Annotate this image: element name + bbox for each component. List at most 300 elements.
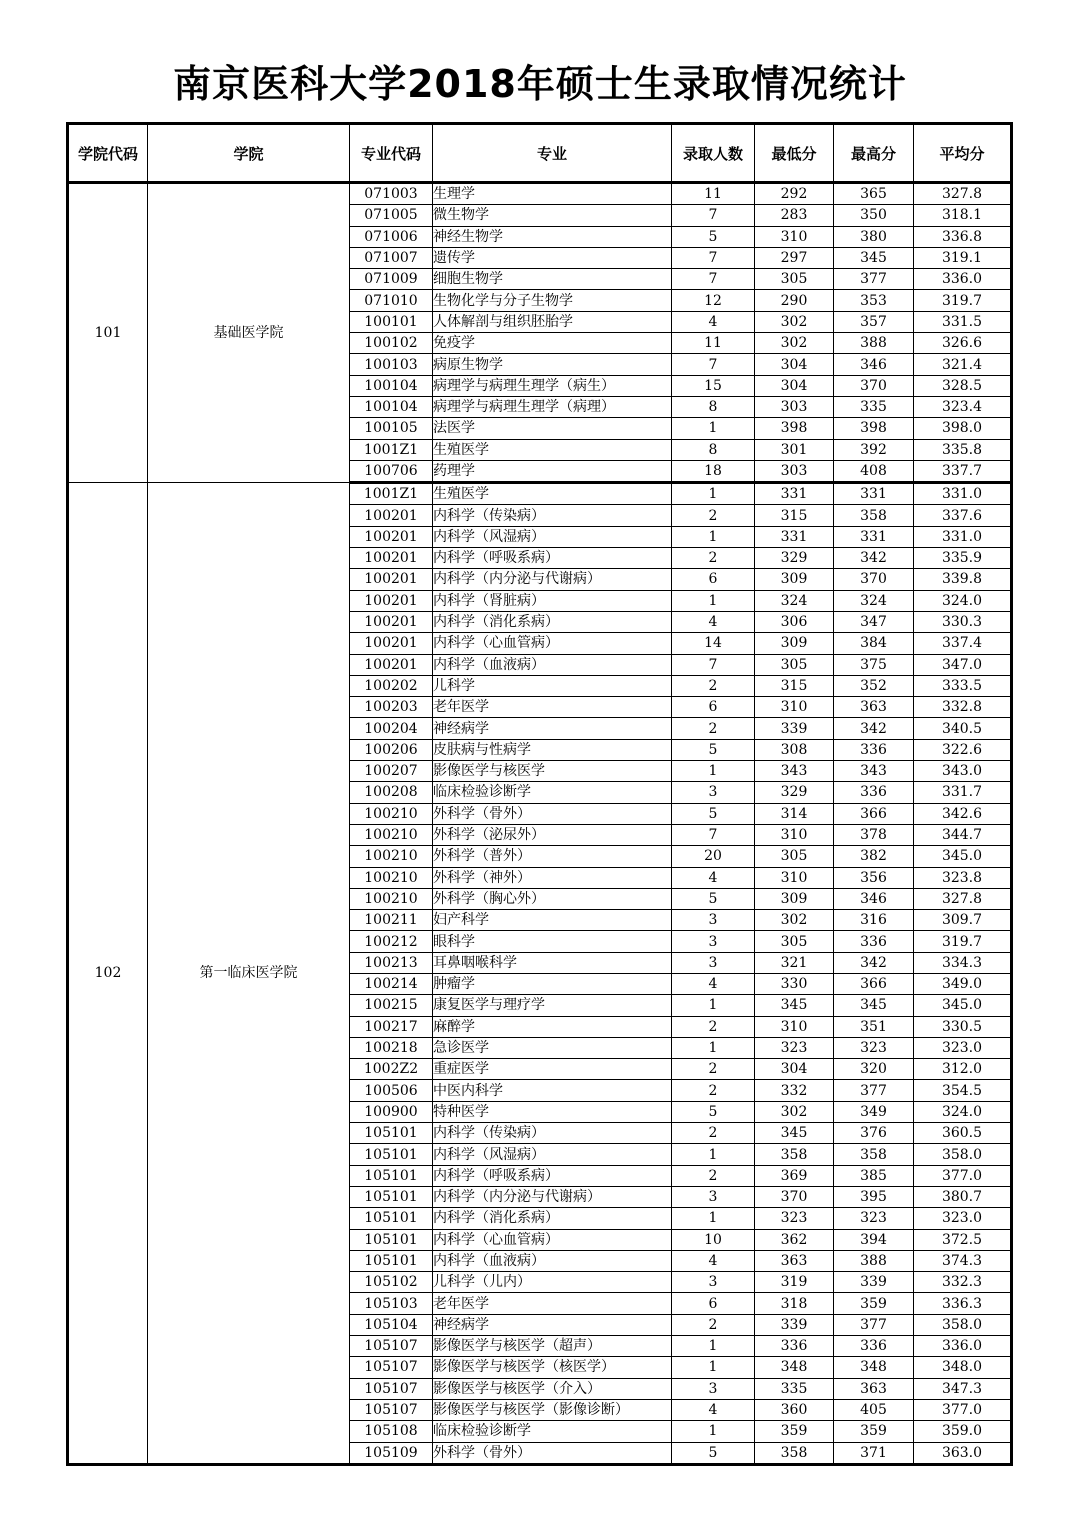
college-name-cell: 第一临床医学院 xyxy=(148,483,350,1465)
admitted-count-cell: 5 xyxy=(672,739,755,760)
max-score-cell: 363 xyxy=(834,1378,914,1399)
avg-score-cell: 328.5 xyxy=(914,375,1012,396)
admitted-count-cell: 2 xyxy=(672,1165,755,1186)
major-code-cell: 105101 xyxy=(350,1186,433,1207)
avg-score-cell: 347.0 xyxy=(914,654,1012,675)
major-code-cell: 100201 xyxy=(350,526,433,547)
major-name-cell: 儿科学 xyxy=(433,675,672,696)
min-score-cell: 370 xyxy=(755,1186,834,1207)
major-code-cell: 100211 xyxy=(350,910,433,931)
avg-score-cell: 323.4 xyxy=(914,396,1012,417)
avg-score-cell: 327.8 xyxy=(914,888,1012,909)
major-name-cell: 皮肤病与性病学 xyxy=(433,739,672,760)
avg-score-cell: 335.9 xyxy=(914,548,1012,569)
avg-score-cell: 377.0 xyxy=(914,1165,1012,1186)
avg-score-cell: 323.0 xyxy=(914,1037,1012,1058)
avg-score-cell: 359.0 xyxy=(914,1421,1012,1442)
max-score-cell: 380 xyxy=(834,226,914,247)
max-score-cell: 331 xyxy=(834,483,914,505)
max-score-cell: 331 xyxy=(834,526,914,547)
major-code-cell: 105107 xyxy=(350,1378,433,1399)
min-score-cell: 363 xyxy=(755,1250,834,1271)
max-score-cell: 323 xyxy=(834,1037,914,1058)
max-score-cell: 366 xyxy=(834,973,914,994)
max-score-cell: 336 xyxy=(834,739,914,760)
max-score-cell: 352 xyxy=(834,675,914,696)
major-name-cell: 生物化学与分子生物学 xyxy=(433,290,672,311)
major-code-cell: 100210 xyxy=(350,803,433,824)
avg-score-cell: 377.0 xyxy=(914,1399,1012,1420)
max-score-cell: 394 xyxy=(834,1229,914,1250)
min-score-cell: 305 xyxy=(755,846,834,867)
min-score-cell: 309 xyxy=(755,633,834,654)
max-score-cell: 395 xyxy=(834,1186,914,1207)
major-name-cell: 生殖医学 xyxy=(433,483,672,505)
admitted-count-cell: 4 xyxy=(672,867,755,888)
avg-score-cell: 333.5 xyxy=(914,675,1012,696)
min-score-cell: 303 xyxy=(755,460,834,482)
major-code-cell: 100201 xyxy=(350,590,433,611)
major-name-cell: 细胞生物学 xyxy=(433,269,672,290)
avg-score-cell: 336.0 xyxy=(914,1336,1012,1357)
max-score-cell: 366 xyxy=(834,803,914,824)
major-code-cell: 100218 xyxy=(350,1037,433,1058)
min-score-cell: 360 xyxy=(755,1399,834,1420)
major-name-cell: 法医学 xyxy=(433,418,672,439)
min-score-cell: 308 xyxy=(755,739,834,760)
admitted-count-cell: 4 xyxy=(672,311,755,332)
avg-score-cell: 331.0 xyxy=(914,483,1012,505)
min-score-cell: 310 xyxy=(755,867,834,888)
max-score-cell: 323 xyxy=(834,1208,914,1229)
major-name-cell: 重症医学 xyxy=(433,1059,672,1080)
min-score-cell: 318 xyxy=(755,1293,834,1314)
admitted-count-cell: 2 xyxy=(672,675,755,696)
admitted-count-cell: 4 xyxy=(672,1250,755,1271)
major-name-cell: 外科学（骨外） xyxy=(433,1442,672,1464)
admitted-count-cell: 10 xyxy=(672,1229,755,1250)
major-code-cell: 105101 xyxy=(350,1144,433,1165)
major-code-cell: 1001Z1 xyxy=(350,439,433,460)
min-score-cell: 290 xyxy=(755,290,834,311)
major-name-cell: 肿瘤学 xyxy=(433,973,672,994)
major-code-cell: 100101 xyxy=(350,311,433,332)
min-score-cell: 292 xyxy=(755,183,834,205)
major-name-cell: 药理学 xyxy=(433,460,672,482)
max-score-cell: 359 xyxy=(834,1421,914,1442)
major-code-cell: 100217 xyxy=(350,1016,433,1037)
avg-score-cell: 345.0 xyxy=(914,995,1012,1016)
major-name-cell: 病原生物学 xyxy=(433,354,672,375)
max-score-cell: 377 xyxy=(834,269,914,290)
major-name-cell: 病理学与病理生理学（病理） xyxy=(433,396,672,417)
max-score-cell: 358 xyxy=(834,1144,914,1165)
major-code-cell: 105107 xyxy=(350,1357,433,1378)
header-college-code: 学院代码 xyxy=(68,124,148,183)
major-name-cell: 影像医学与核医学（核医学） xyxy=(433,1357,672,1378)
major-code-cell: 071009 xyxy=(350,269,433,290)
min-score-cell: 283 xyxy=(755,205,834,226)
header-row xyxy=(68,124,1012,183)
major-name-cell: 中医内科学 xyxy=(433,1080,672,1101)
major-code-cell: 100212 xyxy=(350,931,433,952)
major-code-cell: 105101 xyxy=(350,1165,433,1186)
major-name-cell: 康复医学与理疗学 xyxy=(433,995,672,1016)
max-score-cell: 347 xyxy=(834,611,914,632)
major-code-cell: 071010 xyxy=(350,290,433,311)
min-score-cell: 321 xyxy=(755,952,834,973)
admitted-count-cell: 18 xyxy=(672,460,755,482)
max-score-cell: 345 xyxy=(834,995,914,1016)
min-score-cell: 335 xyxy=(755,1378,834,1399)
avg-score-cell: 327.8 xyxy=(914,183,1012,205)
max-score-cell: 342 xyxy=(834,718,914,739)
major-code-cell: 071003 xyxy=(350,183,433,205)
avg-score-cell: 337.4 xyxy=(914,633,1012,654)
max-score-cell: 375 xyxy=(834,654,914,675)
major-name-cell: 外科学（胸心外） xyxy=(433,888,672,909)
major-code-cell: 1002Z2 xyxy=(350,1059,433,1080)
major-name-cell: 神经病学 xyxy=(433,718,672,739)
avg-score-cell: 347.3 xyxy=(914,1378,1012,1399)
min-score-cell: 303 xyxy=(755,396,834,417)
min-score-cell: 315 xyxy=(755,675,834,696)
max-score-cell: 339 xyxy=(834,1272,914,1293)
min-score-cell: 309 xyxy=(755,888,834,909)
avg-score-cell: 319.1 xyxy=(914,247,1012,268)
avg-score-cell: 309.7 xyxy=(914,910,1012,931)
admitted-count-cell: 7 xyxy=(672,654,755,675)
min-score-cell: 306 xyxy=(755,611,834,632)
min-score-cell: 304 xyxy=(755,1059,834,1080)
min-score-cell: 319 xyxy=(755,1272,834,1293)
min-score-cell: 304 xyxy=(755,354,834,375)
admitted-count-cell: 1 xyxy=(672,761,755,782)
avg-score-cell: 336.8 xyxy=(914,226,1012,247)
min-score-cell: 336 xyxy=(755,1336,834,1357)
avg-score-cell: 363.0 xyxy=(914,1442,1012,1464)
major-name-cell: 内科学（风湿病） xyxy=(433,526,672,547)
min-score-cell: 315 xyxy=(755,505,834,526)
max-score-cell: 363 xyxy=(834,697,914,718)
major-code-cell: 100105 xyxy=(350,418,433,439)
avg-score-cell: 372.5 xyxy=(914,1229,1012,1250)
major-code-cell: 100202 xyxy=(350,675,433,696)
major-code-cell: 100213 xyxy=(350,952,433,973)
min-score-cell: 310 xyxy=(755,1016,834,1037)
max-score-cell: 343 xyxy=(834,761,914,782)
major-name-cell: 内科学（传染病） xyxy=(433,505,672,526)
admitted-count-cell: 7 xyxy=(672,354,755,375)
header-major: 专业 xyxy=(433,124,672,183)
max-score-cell: 378 xyxy=(834,824,914,845)
max-score-cell: 385 xyxy=(834,1165,914,1186)
admitted-count-cell: 3 xyxy=(672,1186,755,1207)
major-name-cell: 神经生物学 xyxy=(433,226,672,247)
admitted-count-cell: 3 xyxy=(672,1378,755,1399)
major-code-cell: 1001Z1 xyxy=(350,483,433,505)
avg-score-cell: 324.0 xyxy=(914,590,1012,611)
major-name-cell: 外科学（骨外） xyxy=(433,803,672,824)
admitted-count-cell: 6 xyxy=(672,1293,755,1314)
max-score-cell: 371 xyxy=(834,1442,914,1464)
major-name-cell: 人体解剖与组织胚胎学 xyxy=(433,311,672,332)
admitted-count-cell: 2 xyxy=(672,1314,755,1335)
max-score-cell: 392 xyxy=(834,439,914,460)
avg-score-cell: 330.3 xyxy=(914,611,1012,632)
header-major-code: 专业代码 xyxy=(350,124,433,183)
avg-score-cell: 337.7 xyxy=(914,460,1012,482)
avg-score-cell: 319.7 xyxy=(914,290,1012,311)
major-name-cell: 外科学（普外） xyxy=(433,846,672,867)
major-name-cell: 内科学（血液病） xyxy=(433,1250,672,1271)
avg-score-cell: 312.0 xyxy=(914,1059,1012,1080)
admitted-count-cell: 1 xyxy=(672,483,755,505)
min-score-cell: 369 xyxy=(755,1165,834,1186)
avg-score-cell: 398.0 xyxy=(914,418,1012,439)
avg-score-cell: 322.6 xyxy=(914,739,1012,760)
table-body xyxy=(68,183,1012,1465)
admission-table xyxy=(66,122,1013,1466)
max-score-cell: 365 xyxy=(834,183,914,205)
min-score-cell: 314 xyxy=(755,803,834,824)
major-name-cell: 影像医学与核医学（介入） xyxy=(433,1378,672,1399)
major-code-cell: 100204 xyxy=(350,718,433,739)
header-avg-score: 平均分 xyxy=(914,124,1012,183)
major-code-cell: 071007 xyxy=(350,247,433,268)
admitted-count-cell: 2 xyxy=(672,1059,755,1080)
major-code-cell: 100102 xyxy=(350,333,433,354)
admitted-count-cell: 4 xyxy=(672,611,755,632)
max-score-cell: 348 xyxy=(834,1357,914,1378)
major-name-cell: 耳鼻咽喉科学 xyxy=(433,952,672,973)
avg-score-cell: 380.7 xyxy=(914,1186,1012,1207)
avg-score-cell: 331.5 xyxy=(914,311,1012,332)
major-name-cell: 外科学（神外） xyxy=(433,867,672,888)
major-code-cell: 105107 xyxy=(350,1336,433,1357)
min-score-cell: 305 xyxy=(755,931,834,952)
major-code-cell: 071006 xyxy=(350,226,433,247)
table-row xyxy=(68,183,1012,205)
min-score-cell: 302 xyxy=(755,311,834,332)
admitted-count-cell: 12 xyxy=(672,290,755,311)
major-name-cell: 内科学（内分泌与代谢病） xyxy=(433,1186,672,1207)
major-name-cell: 内科学（传染病） xyxy=(433,1123,672,1144)
admitted-count-cell: 1 xyxy=(672,590,755,611)
admitted-count-cell: 7 xyxy=(672,269,755,290)
major-code-cell: 105102 xyxy=(350,1272,433,1293)
major-code-cell: 105107 xyxy=(350,1399,433,1420)
major-name-cell: 临床检验诊断学 xyxy=(433,1421,672,1442)
major-name-cell: 神经病学 xyxy=(433,1314,672,1335)
admitted-count-cell: 3 xyxy=(672,782,755,803)
avg-score-cell: 336.0 xyxy=(914,269,1012,290)
max-score-cell: 351 xyxy=(834,1016,914,1037)
major-name-cell: 妇产科学 xyxy=(433,910,672,931)
min-score-cell: 309 xyxy=(755,569,834,590)
major-code-cell: 071005 xyxy=(350,205,433,226)
admitted-count-cell: 1 xyxy=(672,526,755,547)
college-code-cell: 101 xyxy=(68,183,148,483)
admitted-count-cell: 6 xyxy=(672,569,755,590)
max-score-cell: 336 xyxy=(834,931,914,952)
avg-score-cell: 336.3 xyxy=(914,1293,1012,1314)
major-code-cell: 105104 xyxy=(350,1314,433,1335)
major-name-cell: 麻醉学 xyxy=(433,1016,672,1037)
min-score-cell: 331 xyxy=(755,526,834,547)
major-code-cell: 100201 xyxy=(350,569,433,590)
avg-score-cell: 354.5 xyxy=(914,1080,1012,1101)
max-score-cell: 388 xyxy=(834,1250,914,1271)
major-name-cell: 眼科学 xyxy=(433,931,672,952)
min-score-cell: 301 xyxy=(755,439,834,460)
min-score-cell: 332 xyxy=(755,1080,834,1101)
admitted-count-cell: 3 xyxy=(672,1272,755,1293)
min-score-cell: 343 xyxy=(755,761,834,782)
major-code-cell: 105109 xyxy=(350,1442,433,1464)
admitted-count-cell: 5 xyxy=(672,888,755,909)
max-score-cell: 408 xyxy=(834,460,914,482)
avg-score-cell: 349.0 xyxy=(914,973,1012,994)
major-code-cell: 100201 xyxy=(350,505,433,526)
major-code-cell: 100214 xyxy=(350,973,433,994)
major-name-cell: 微生物学 xyxy=(433,205,672,226)
admitted-count-cell: 1 xyxy=(672,1037,755,1058)
avg-score-cell: 342.6 xyxy=(914,803,1012,824)
major-code-cell: 100207 xyxy=(350,761,433,782)
max-score-cell: 350 xyxy=(834,205,914,226)
avg-score-cell: 343.0 xyxy=(914,761,1012,782)
min-score-cell: 324 xyxy=(755,590,834,611)
max-score-cell: 376 xyxy=(834,1123,914,1144)
admitted-count-cell: 5 xyxy=(672,803,755,824)
avg-score-cell: 360.5 xyxy=(914,1123,1012,1144)
major-code-cell: 100210 xyxy=(350,888,433,909)
avg-score-cell: 335.8 xyxy=(914,439,1012,460)
admitted-count-cell: 3 xyxy=(672,931,755,952)
major-code-cell: 100201 xyxy=(350,611,433,632)
major-code-cell: 100706 xyxy=(350,460,433,482)
min-score-cell: 302 xyxy=(755,1101,834,1122)
admitted-count-cell: 2 xyxy=(672,548,755,569)
major-code-cell: 105108 xyxy=(350,1421,433,1442)
major-code-cell: 100104 xyxy=(350,396,433,417)
admitted-count-cell: 3 xyxy=(672,910,755,931)
major-name-cell: 内科学（心血管病） xyxy=(433,1229,672,1250)
admitted-count-cell: 4 xyxy=(672,973,755,994)
min-score-cell: 358 xyxy=(755,1144,834,1165)
admitted-count-cell: 11 xyxy=(672,183,755,205)
min-score-cell: 348 xyxy=(755,1357,834,1378)
header-min-score: 最低分 xyxy=(755,124,834,183)
major-name-cell: 内科学（呼吸系病） xyxy=(433,1165,672,1186)
max-score-cell: 357 xyxy=(834,311,914,332)
header-college: 学院 xyxy=(148,124,350,183)
min-score-cell: 329 xyxy=(755,782,834,803)
major-code-cell: 100201 xyxy=(350,548,433,569)
major-code-cell: 100203 xyxy=(350,697,433,718)
major-name-cell: 内科学（消化系病） xyxy=(433,1208,672,1229)
major-name-cell: 临床检验诊断学 xyxy=(433,782,672,803)
major-name-cell: 儿科学（儿内） xyxy=(433,1272,672,1293)
admitted-count-cell: 20 xyxy=(672,846,755,867)
major-name-cell: 病理学与病理生理学（病生） xyxy=(433,375,672,396)
avg-score-cell: 324.0 xyxy=(914,1101,1012,1122)
page-title: 南京医科大学2018年硕士生录取情况统计 xyxy=(173,62,907,106)
avg-score-cell: 340.5 xyxy=(914,718,1012,739)
major-name-cell: 内科学（消化系病） xyxy=(433,611,672,632)
avg-score-cell: 318.1 xyxy=(914,205,1012,226)
table-row xyxy=(68,483,1012,505)
major-name-cell: 外科学（泌尿外） xyxy=(433,824,672,845)
avg-score-cell: 321.4 xyxy=(914,354,1012,375)
admitted-count-cell: 7 xyxy=(672,247,755,268)
admitted-count-cell: 2 xyxy=(672,1123,755,1144)
avg-score-cell: 358.0 xyxy=(914,1314,1012,1335)
major-name-cell: 遗传学 xyxy=(433,247,672,268)
avg-score-cell: 337.6 xyxy=(914,505,1012,526)
max-score-cell: 346 xyxy=(834,888,914,909)
max-score-cell: 353 xyxy=(834,290,914,311)
major-code-cell: 100104 xyxy=(350,375,433,396)
avg-score-cell: 374.3 xyxy=(914,1250,1012,1271)
min-score-cell: 398 xyxy=(755,418,834,439)
major-name-cell: 内科学（风湿病） xyxy=(433,1144,672,1165)
max-score-cell: 370 xyxy=(834,569,914,590)
major-code-cell: 105101 xyxy=(350,1229,433,1250)
admitted-count-cell: 14 xyxy=(672,633,755,654)
major-code-cell: 105103 xyxy=(350,1293,433,1314)
admitted-count-cell: 5 xyxy=(672,1101,755,1122)
max-score-cell: 346 xyxy=(834,354,914,375)
min-score-cell: 359 xyxy=(755,1421,834,1442)
avg-score-cell: 332.8 xyxy=(914,697,1012,718)
max-score-cell: 377 xyxy=(834,1080,914,1101)
min-score-cell: 329 xyxy=(755,548,834,569)
admitted-count-cell: 5 xyxy=(672,1442,755,1464)
college-code-cell: 102 xyxy=(68,483,148,1465)
max-score-cell: 405 xyxy=(834,1399,914,1420)
max-score-cell: 335 xyxy=(834,396,914,417)
avg-score-cell: 319.7 xyxy=(914,931,1012,952)
admitted-count-cell: 7 xyxy=(672,205,755,226)
min-score-cell: 331 xyxy=(755,483,834,505)
major-code-cell: 100206 xyxy=(350,739,433,760)
max-score-cell: 316 xyxy=(834,910,914,931)
major-code-cell: 100210 xyxy=(350,867,433,888)
max-score-cell: 342 xyxy=(834,548,914,569)
major-name-cell: 老年医学 xyxy=(433,1293,672,1314)
admitted-count-cell: 15 xyxy=(672,375,755,396)
header-admitted-count: 录取人数 xyxy=(672,124,755,183)
avg-score-cell: 344.7 xyxy=(914,824,1012,845)
min-score-cell: 358 xyxy=(755,1442,834,1464)
admitted-count-cell: 11 xyxy=(672,333,755,354)
min-score-cell: 310 xyxy=(755,697,834,718)
major-name-cell: 内科学（肾脏病） xyxy=(433,590,672,611)
max-score-cell: 359 xyxy=(834,1293,914,1314)
max-score-cell: 358 xyxy=(834,505,914,526)
max-score-cell: 377 xyxy=(834,1314,914,1335)
min-score-cell: 304 xyxy=(755,375,834,396)
max-score-cell: 356 xyxy=(834,867,914,888)
avg-score-cell: 332.3 xyxy=(914,1272,1012,1293)
avg-score-cell: 348.0 xyxy=(914,1357,1012,1378)
major-name-cell: 内科学（心血管病） xyxy=(433,633,672,654)
min-score-cell: 310 xyxy=(755,824,834,845)
major-code-cell: 100210 xyxy=(350,846,433,867)
max-score-cell: 384 xyxy=(834,633,914,654)
